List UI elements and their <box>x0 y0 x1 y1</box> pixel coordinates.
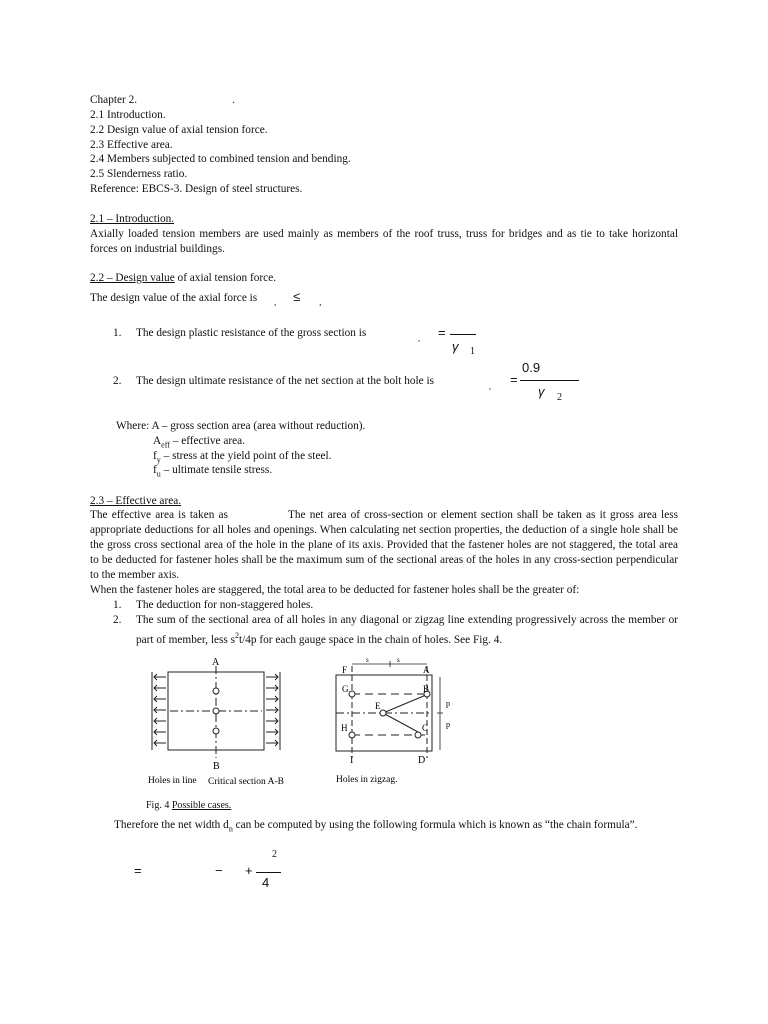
axial-force-intro: The design value of the axial force is $_,$ ≤ $_,$ <box>90 289 322 307</box>
figure-caption: Fig. 4 Possible cases. <box>146 800 232 811</box>
list-number: 2. <box>113 614 122 626</box>
gamma-symbol: γ <box>452 339 459 354</box>
formula-equals: = <box>510 372 518 387</box>
label-p: p <box>446 699 450 708</box>
fraction-bar <box>256 872 281 873</box>
formula-equals: = <box>134 863 142 878</box>
chapter-title: Chapter 2. . <box>90 94 235 106</box>
label-p: p <box>446 720 450 729</box>
where-line: $f_y$ – stress at the yield point of the steel. <box>153 450 332 465</box>
label-b: B <box>423 684 430 694</box>
plastic-resistance-text: The design plastic resistance of the gross section is <box>136 327 367 339</box>
caption-holes-in-zigzag: Holes in zigzag. <box>336 775 398 785</box>
reference-line: Reference: EBCS-3. Design of steel structures. <box>90 183 303 195</box>
bolt-hole <box>380 710 386 716</box>
label-c: C <box>422 723 429 733</box>
left-load-arrows <box>154 674 166 746</box>
formula-minus: − <box>215 863 223 878</box>
label-e: E <box>375 701 381 711</box>
list-number: 1. <box>113 599 122 611</box>
gamma-subscript: 1 <box>470 346 475 357</box>
label-d: D <box>418 755 426 766</box>
section-heading-2-3: 2.3 – Effective area. <box>90 495 182 507</box>
bolt-hole <box>213 708 219 714</box>
chain-formula-paragraph: Therefore the net width $d_n$ can be computed by using the following formula which is known as “the chain formula”. <box>114 819 638 834</box>
label-b: B <box>213 761 220 772</box>
label-g: G <box>342 684 349 694</box>
formula-comma: , <box>489 382 491 391</box>
gamma-subscript: 2 <box>557 392 562 403</box>
formula-plus: + <box>245 863 253 878</box>
fraction-denominator: 4 <box>262 875 270 890</box>
bolt-hole <box>415 732 421 738</box>
list-item: The deduction for non-staggered holes. <box>136 599 314 611</box>
label-s: s <box>397 656 400 664</box>
label-f: F <box>342 665 348 675</box>
staggered-holes-text: When the fastener holes are staggered, the total area to be deducted for fastener holes shall be the greater of: <box>90 584 580 596</box>
formula-comma: , <box>418 334 420 343</box>
caption-holes-in-line: Holes in line <box>148 776 197 786</box>
bolt-hole <box>349 691 355 697</box>
section-heading-2-2: 2.2 – Design value of axial tension force. <box>90 272 277 284</box>
plate-holes-in-line <box>148 657 284 787</box>
toc-item: 2.2 Design value of axial tension force. <box>90 124 268 136</box>
label-i: I <box>350 755 354 766</box>
bolt-hole <box>349 732 355 738</box>
effective-area-paragraph: The effective area is taken as The net area of cross-section or element section shall be taken as it gross area less appropriate deductions for all holes and openings. When calculating net section properties, the deduction of a single hole shall be the gross cross sectional area of the hole in the plane of its axis. Provided that the fastener holes are not staggered, the total area to be deducted for fastener holes shall be the maximum sum of the sectional areas of the holes in any cross-section perpendicular to the member axis. <box>90 509 679 581</box>
toc-item: 2.1 Introduction. <box>90 109 166 121</box>
bolt-hole <box>213 728 219 734</box>
bolt-hole <box>213 688 219 694</box>
ultimate-resistance-text: The design ultimate resistance of the net section at the bolt hole is <box>136 375 435 387</box>
intro-paragraph: Axially loaded tension members are used mainly as members of the roof truss, truss for bridges and as tie to take horizontal forces on industrial buildings. <box>90 228 678 255</box>
list-number: 1. <box>113 327 122 339</box>
label-a: A <box>212 657 220 668</box>
toc-item: 2.5 Slenderness ratio. <box>90 168 188 180</box>
formula-equals: = <box>438 325 446 340</box>
plate-holes-in-zigzag <box>336 656 450 785</box>
where-line: Where: A – gross section area (area without reduction). <box>116 420 366 432</box>
gamma-symbol: γ <box>538 384 545 399</box>
list-item: The sum of the sectional area of all holes in any diagonal or zigzag line extending progressively across the member or part of member, less $s^2t/4p$ for each gauge space in the chain of holes. See Fig. 4. <box>136 614 678 646</box>
caption-critical-section: Critical section A-B <box>208 777 284 787</box>
formula-superscript: 2 <box>272 849 277 860</box>
label-a: A <box>423 665 430 675</box>
toc-item: 2.4 Members subjected to combined tension and bending. <box>90 153 351 165</box>
where-line: $f_u$ – ultimate tensile stress. <box>153 464 273 479</box>
toc-item: 2.3 Effective area. <box>90 139 173 151</box>
label-h: H <box>341 723 348 733</box>
list-number: 2. <box>113 375 122 387</box>
label-s: s <box>366 656 369 664</box>
fraction-numerator: 0.9 <box>522 360 541 375</box>
where-line: $A_{eff}$ – effective area. <box>153 435 245 450</box>
right-load-arrows <box>266 674 278 746</box>
section-heading-2-1: 2.1 – Introduction. <box>90 213 175 225</box>
